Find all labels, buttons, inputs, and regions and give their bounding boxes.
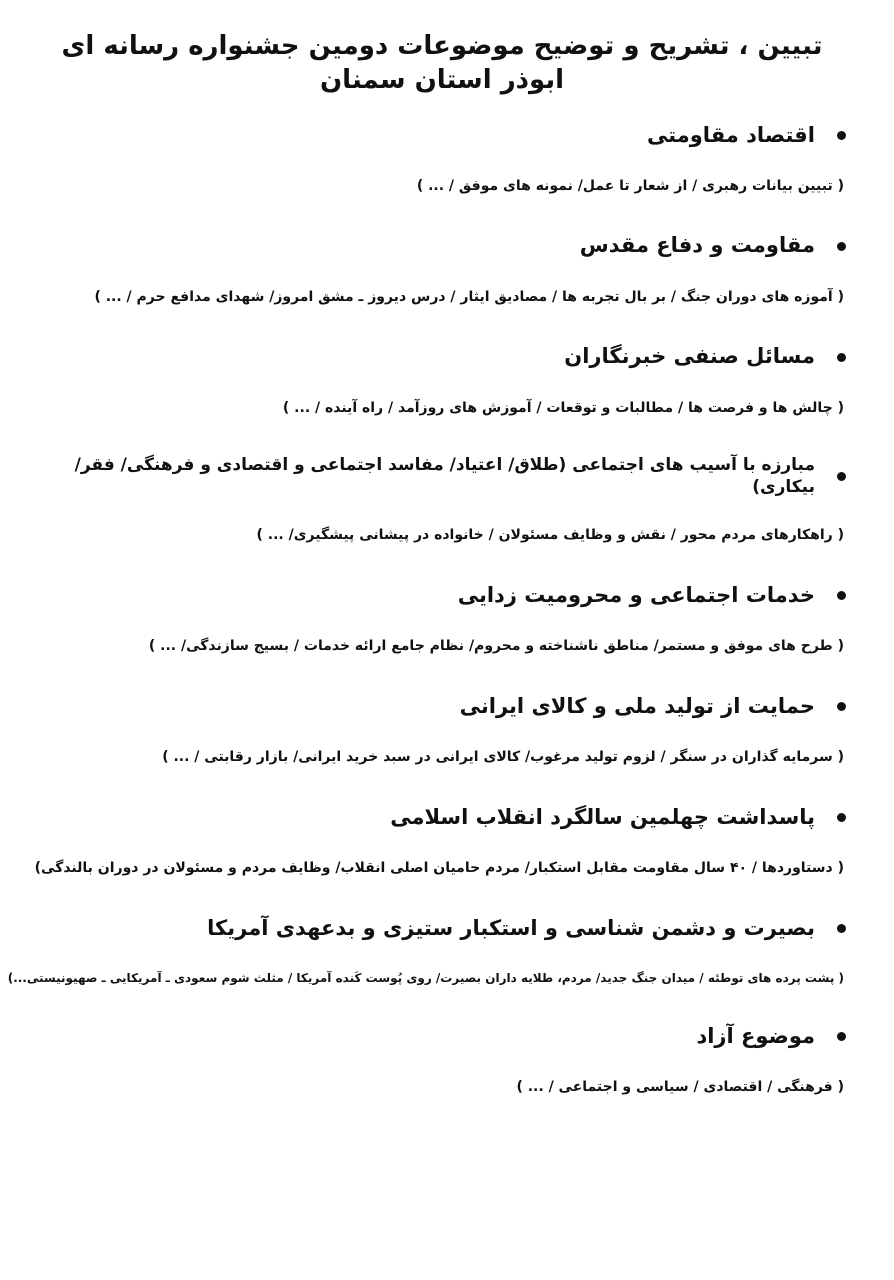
topic-heading-row (38, 122, 846, 149)
topic-item (38, 582, 846, 657)
topic-heading: حمایت از تولید ملی و کالای ایرانی (459, 693, 815, 718)
topic-heading: مقاومت و دفاع مقدس (579, 233, 815, 258)
topic-heading-row (38, 915, 846, 942)
document-title: تبیین ، تشریح و توضیح موضوعات دومین جشنواره رسانه ای ابوذر استان سمنان (61, 31, 823, 95)
topic-item (34, 804, 846, 879)
topic-description: ( طرح های موفق و مستمر/ مناطق ناشناخته و محروم/ نظام جامع ارائه خدمات / بسیج سازندگی/ ... ) (148, 638, 844, 655)
bullet-icon (837, 924, 846, 933)
bullet-icon (837, 702, 846, 711)
topic-description: ( دستاوردها / ۴۰ سال مقاومت مقابل استکبار/ مردم حامیان اصلی انقلاب/ وظایف مردم و مسئولان در دوران بالندگی) (34, 860, 844, 877)
bullet-icon (837, 591, 846, 600)
topic-description: ( راهکارهای مردم محور / نقش و وظایف مسئولان / خانواده در پیشانی پیشگیری/ ... ) (256, 527, 844, 544)
topic-item (38, 693, 846, 768)
topic-heading: بصیرت و دشمن شناسی و استکبار ستیزی و بدعهدی آمریکا (207, 915, 815, 940)
topic-heading-row (38, 454, 846, 498)
topic-item (38, 1023, 846, 1098)
bullet-icon (837, 1032, 846, 1041)
topic-heading-row (38, 1023, 846, 1050)
topic-item (7, 915, 846, 987)
topic-description: ( فرهنگی / اقتصادی / سیاسی و اجتماعی / ... ) (516, 1079, 844, 1096)
topic-heading: مسائل صنفی خبرنگاران (564, 344, 815, 369)
topic-heading: خدمات اجتماعی و محرومیت زدایی (457, 583, 815, 608)
bullet-icon (837, 131, 846, 140)
topic-description: ( پشت پرده های توطئه / میدان جنگ جدید/ مردم، طلایه داران بصیرت/ روی پُوست کَنده آمریکا / مثلث شوم سعودی ـ آمریکایی ـ صهیونیستی...) (7, 971, 844, 986)
topic-heading: مبارزه با آسیب های اجتماعی (طلاق/ اعتیاد/ مفاسد اجتماعی و اقتصادی و فرهنگی/ فقر/بیکاری) (74, 455, 815, 498)
bullet-icon (837, 813, 846, 822)
bullet-icon (837, 242, 846, 251)
topic-heading: اقتصاد مقاومتی (646, 122, 815, 147)
topic-item (38, 343, 846, 418)
topic-description: ( سرمایه گذاران در سنگر / لزوم تولید مرغوب/ کالای ایرانی در سبد خرید ایرانی/ بازار رقابتی / ... ) (162, 749, 844, 766)
bullet-icon (837, 353, 846, 362)
topic-heading: موضوع آزاد (696, 1023, 815, 1048)
topic-heading: پاسداشت چهلمین سالگرد انقلاب اسلامی (390, 804, 815, 829)
topic-heading-row (38, 582, 846, 609)
topic-heading-row (38, 804, 846, 831)
topic-description: ( تبیین بیانات رهبری / از شعار تا عمل/ نمونه های موفق / ... ) (416, 177, 844, 194)
topic-item (38, 122, 846, 197)
topic-description: ( چالش ها و فرصت ها / مطالبات و توقعات / آموزش های روزآمد / راه آینده / ... ) (282, 399, 844, 416)
topic-item (38, 232, 846, 307)
topic-item (38, 454, 846, 546)
topic-heading-row (38, 343, 846, 370)
topic-list (7, 122, 846, 1098)
topic-heading-row (38, 693, 846, 720)
topic-description: ( آموزه های دوران جنگ / بر بال تجربه ها / مصادیق ایثار / درس دیروز ـ مشق امروز/ شهدای مدافع حرم / ... ) (94, 288, 844, 305)
topic-heading-row (38, 232, 846, 259)
bullet-icon (837, 472, 846, 481)
